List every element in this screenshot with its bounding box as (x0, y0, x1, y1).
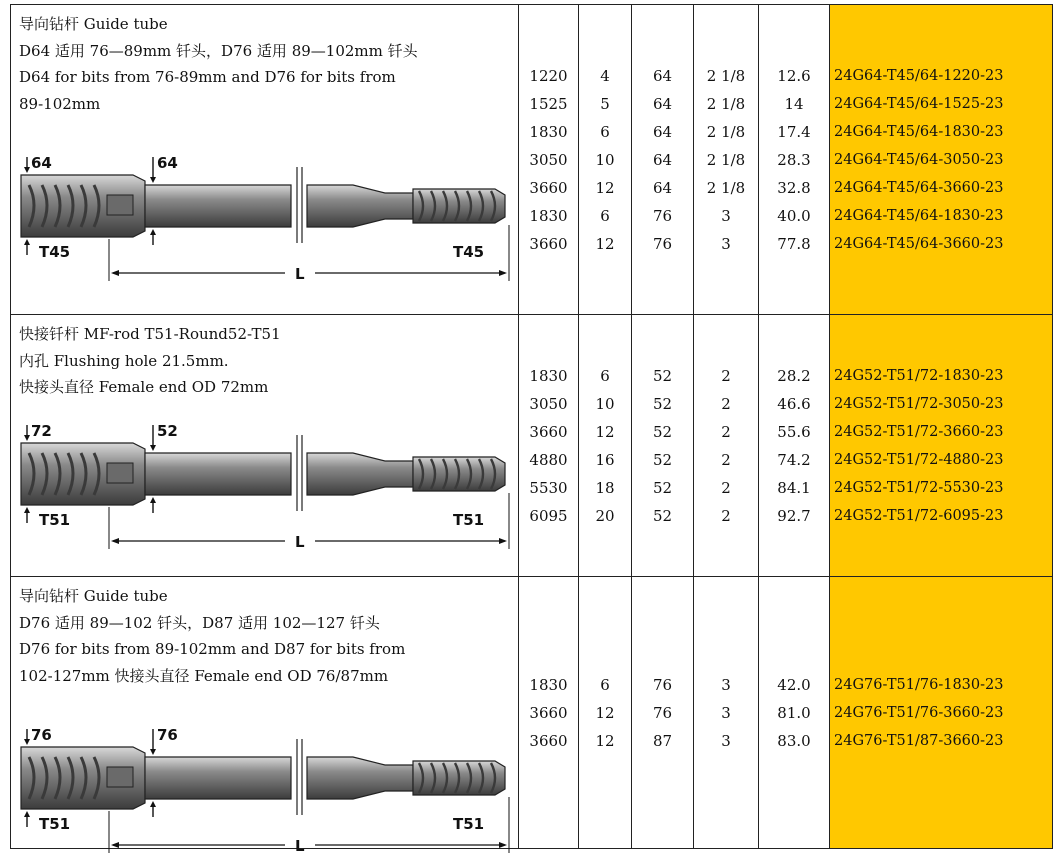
diameter-inch-value: 2 (721, 394, 731, 413)
length-ft-value: 20 (595, 506, 615, 525)
product-table (10, 4, 1053, 855)
length-mm-list (519, 671, 578, 755)
weight-cell (759, 315, 830, 577)
weight-value: 92.7 (777, 506, 811, 525)
rod-diameter-cell (632, 577, 694, 849)
rod-diameter-value: 64 (652, 122, 673, 141)
product-code-value: 24G64-T45/64-3660-23 (834, 235, 1004, 252)
product-code-cell (830, 577, 1053, 849)
length-mm-list (519, 62, 578, 258)
description-line: 快接头直径 Female end OD 72mm (19, 378, 269, 396)
length-ft-value: 6 (600, 366, 610, 385)
length-label: L (295, 265, 305, 283)
description-line: D76 适用 89—102 钎头，D87 适用 102—127 钎头 (19, 613, 380, 632)
description-line: D64 适用 76—89mm 钎头，D76 适用 89—102mm 钎头 (19, 41, 418, 60)
weight-list (759, 362, 829, 530)
weight-value: 17.4 (777, 122, 811, 141)
length-ft-cell (579, 315, 632, 577)
description-line: 导向钻杆 Guide tube (19, 15, 168, 33)
diameter-inch-cell (694, 315, 759, 577)
rod-diameter-value: 64 (652, 94, 673, 113)
length-ft-value: 6 (600, 122, 610, 141)
length-mm-value: 6095 (529, 506, 568, 525)
length-mm-cell (519, 315, 579, 577)
drawing-wrapper (15, 717, 515, 857)
length-ft-value: 4 (600, 66, 610, 85)
diameter-inch-value: 2 (721, 506, 731, 525)
thread-label-left: T51 (39, 511, 71, 529)
thread-label-left: T45 (39, 243, 71, 261)
product-section-row (11, 315, 1053, 577)
weight-value: 77.8 (777, 234, 811, 253)
rod-diameter-value: 52 (652, 422, 673, 441)
weight-value: 40.0 (777, 206, 811, 225)
description-line: 内孔 Flushing hole 21.5mm. (19, 351, 229, 370)
weight-list (759, 671, 829, 755)
length-ft-cell (579, 577, 632, 849)
diameter-inch-list (694, 671, 758, 755)
product-code-list (830, 671, 1052, 755)
length-mm-value: 1830 (529, 366, 568, 385)
length-mm-value: 3660 (529, 178, 568, 197)
diameter-inch-value: 3 (721, 703, 731, 722)
weight-value: 81.0 (777, 703, 811, 722)
length-label: L (295, 533, 305, 551)
length-ft-value: 10 (595, 150, 615, 169)
rod-diameter-value: 87 (652, 731, 673, 750)
weight-value: 28.2 (777, 366, 811, 385)
rod-diameter-value: 76 (652, 206, 673, 225)
rod-diameter-list (632, 362, 693, 530)
thread-label-left: T51 (39, 815, 71, 833)
length-ft-value: 12 (595, 178, 615, 197)
rod-diameter-value: 52 (652, 450, 673, 469)
diameter-inch-cell (694, 577, 759, 849)
diameter-inch-value: 2 1/8 (706, 66, 746, 85)
product-code-value: 24G52-T51/72-6095-23 (834, 507, 1004, 524)
length-mm-cell (519, 5, 579, 315)
product-code-cell (830, 5, 1053, 315)
description-line: D64 for bits from 76-89mm and D76 for bits from (19, 68, 396, 86)
rod-diameter-cell (632, 315, 694, 577)
rod-diameter-cell (632, 5, 694, 315)
diameter-label-mid: 64 (157, 154, 178, 172)
rod-diameter-value: 76 (652, 234, 673, 253)
diameter-inch-value: 2 (721, 366, 731, 385)
product-code-value: 24G76-T51/76-3660-23 (834, 704, 1004, 721)
length-ft-value: 6 (600, 206, 610, 225)
product-description-cell (11, 577, 519, 855)
drill-rod-drawing (15, 717, 515, 857)
weight-value: 46.6 (777, 394, 811, 413)
length-ft-value: 12 (595, 731, 615, 750)
weight-value: 55.6 (777, 422, 811, 441)
weight-value: 42.0 (777, 675, 811, 694)
diameter-inch-value: 2 (721, 478, 731, 497)
product-code-value: 24G52-T51/72-5530-23 (834, 479, 1004, 496)
rod-diameter-value: 52 (652, 366, 673, 385)
description-text (19, 321, 516, 401)
length-mm-value: 3660 (529, 422, 568, 441)
description-text (19, 583, 516, 689)
drawing-wrapper (15, 145, 515, 285)
product-description-cell (11, 315, 519, 577)
length-mm-value: 3050 (529, 394, 568, 413)
weight-value: 14 (784, 94, 804, 113)
diameter-inch-value: 3 (721, 675, 731, 694)
thread-label-right: T51 (453, 511, 485, 529)
rod-diameter-value: 64 (652, 66, 673, 85)
drawing-wrapper (15, 413, 515, 553)
diameter-inch-value: 2 (721, 450, 731, 469)
product-code-cell (830, 315, 1053, 577)
product-code-value: 24G64-T45/64-1220-23 (834, 67, 1004, 84)
length-ft-list (579, 62, 631, 258)
length-ft-value: 10 (595, 394, 615, 413)
length-mm-value: 3660 (529, 234, 568, 253)
rod-diameter-value: 64 (652, 178, 673, 197)
diameter-inch-value: 2 1/8 (706, 94, 746, 113)
length-mm-list (519, 362, 578, 530)
length-ft-cell (579, 5, 632, 315)
rod-diameter-value: 52 (652, 478, 673, 497)
product-code-value: 24G52-T51/72-4880-23 (834, 451, 1004, 468)
rod-diameter-list (632, 62, 693, 258)
diameter-inch-list (694, 362, 758, 530)
product-code-value: 24G76-T51/76-1830-23 (834, 676, 1004, 693)
rod-diameter-value: 76 (652, 675, 673, 694)
product-code-value: 24G76-T51/87-3660-23 (834, 732, 1004, 749)
drill-rod-drawing (15, 145, 515, 285)
weight-value: 83.0 (777, 731, 811, 750)
diameter-inch-value: 2 1/8 (706, 178, 746, 197)
weight-value: 28.3 (777, 150, 811, 169)
length-ft-value: 12 (595, 234, 615, 253)
description-text (19, 11, 516, 117)
diameter-label-left: 76 (31, 726, 52, 744)
description-line: 102-127mm 快接头直径 Female end OD 76/87mm (19, 666, 389, 685)
length-ft-value: 12 (595, 703, 615, 722)
weight-list (759, 62, 829, 258)
product-code-value: 24G52-T51/72-1830-23 (834, 367, 1004, 384)
length-mm-value: 4880 (529, 450, 568, 469)
product-code-value: 24G64-T45/64-1830-23 (834, 207, 1004, 224)
diameter-inch-value: 2 1/8 (706, 150, 746, 169)
rod-diameter-value: 52 (652, 394, 673, 413)
weight-cell (759, 5, 830, 315)
diameter-inch-value: 2 (721, 422, 731, 441)
description-line: 快接钎杆 MF-rod T51-Round52-T51 (19, 325, 281, 343)
weight-value: 74.2 (777, 450, 811, 469)
weight-cell (759, 577, 830, 849)
length-mm-value: 3660 (529, 703, 568, 722)
weight-value: 84.1 (777, 478, 811, 497)
thread-label-right: T45 (453, 243, 485, 261)
diameter-label-left: 64 (31, 154, 52, 172)
length-ft-value: 5 (600, 94, 610, 113)
product-code-value: 24G64-T45/64-1830-23 (834, 123, 1004, 140)
product-code-value: 24G52-T51/72-3660-23 (834, 423, 1004, 440)
product-description-cell (11, 5, 519, 315)
diameter-inch-value: 2 1/8 (706, 122, 746, 141)
description-line: 89-102mm (19, 94, 101, 113)
rod-diameter-list (632, 671, 693, 755)
diameter-inch-value: 3 (721, 234, 731, 253)
product-section-row (11, 577, 1053, 849)
diameter-inch-list (694, 62, 758, 258)
length-ft-value: 12 (595, 422, 615, 441)
product-code-value: 24G64-T45/64-3050-23 (834, 151, 1004, 168)
diameter-inch-cell (694, 5, 759, 315)
rod-diameter-value: 52 (652, 506, 673, 525)
description-line: D76 for bits from 89-102mm and D87 for bits from (19, 640, 406, 658)
length-mm-value: 1220 (529, 66, 568, 85)
length-ft-value: 18 (595, 478, 615, 497)
drill-rod-drawing (15, 413, 515, 553)
product-code-value: 24G64-T45/64-3660-23 (834, 179, 1004, 196)
product-section-row (11, 5, 1053, 315)
weight-value: 32.8 (777, 178, 811, 197)
diameter-inch-value: 3 (721, 731, 731, 750)
rod-diameter-value: 76 (652, 703, 673, 722)
diameter-label-mid: 52 (157, 422, 178, 440)
length-mm-value: 1525 (529, 94, 568, 113)
product-code-value: 24G64-T45/64-1525-23 (834, 95, 1004, 112)
length-mm-value: 1830 (529, 206, 568, 225)
description-line: 导向钻杆 Guide tube (19, 587, 168, 605)
length-label: L (295, 837, 305, 855)
length-ft-value: 16 (595, 450, 615, 469)
rod-diameter-value: 64 (652, 150, 673, 169)
length-ft-value: 6 (600, 675, 610, 694)
diameter-label-mid: 76 (157, 726, 178, 744)
length-mm-value: 3050 (529, 150, 568, 169)
length-ft-list (579, 671, 631, 755)
length-ft-list (579, 362, 631, 530)
diameter-inch-value: 3 (721, 206, 731, 225)
weight-value: 12.6 (777, 66, 811, 85)
length-mm-value: 3660 (529, 731, 568, 750)
length-mm-value: 1830 (529, 122, 568, 141)
product-code-list (830, 362, 1052, 530)
product-code-value: 24G52-T51/72-3050-23 (834, 395, 1004, 412)
thread-label-right: T51 (453, 815, 485, 833)
diameter-label-left: 72 (31, 422, 52, 440)
length-mm-cell (519, 577, 579, 849)
product-code-list (830, 62, 1052, 258)
length-mm-value: 1830 (529, 675, 568, 694)
length-mm-value: 5530 (529, 478, 568, 497)
